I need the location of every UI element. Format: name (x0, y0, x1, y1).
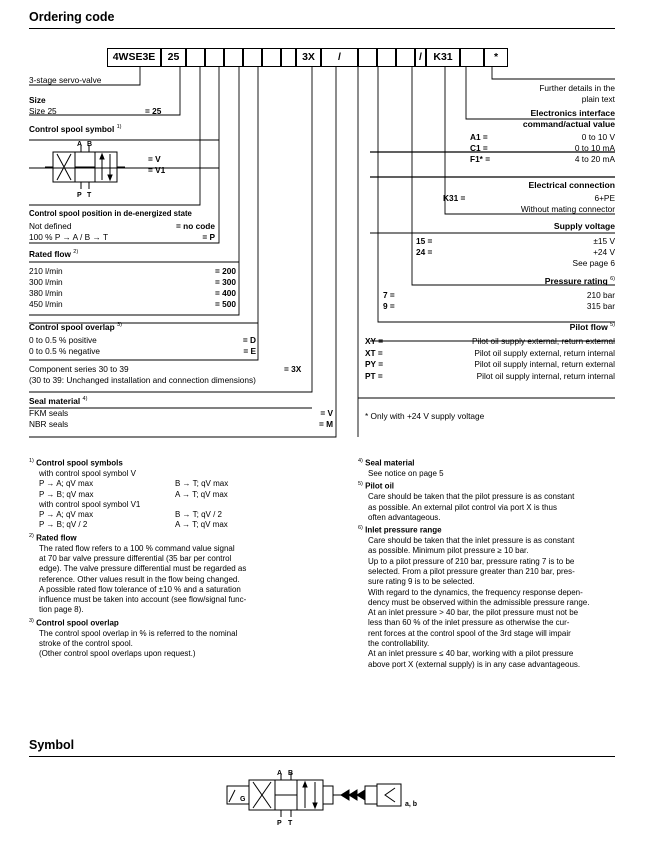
symbol-port-b: B (288, 770, 294, 777)
seal-fn: 4) (82, 396, 88, 403)
fn1-l2: with control spool symbol V1 (39, 499, 141, 509)
flow-rows-code: = 200 (215, 266, 236, 276)
pressure-rows-code: 7 = (383, 290, 395, 300)
overlap-rows-code: = E (243, 346, 256, 356)
fn4-line: See notice on page 5 (368, 468, 444, 478)
spool-symbol-fn: 1) (116, 124, 122, 131)
overlap-fn: 3) (117, 322, 122, 329)
fn4-title: Seal material (365, 458, 415, 468)
electrical-note: Without mating connector (520, 204, 615, 214)
pilot-rows-code: PY = (365, 359, 384, 369)
fn1-row2 (29, 490, 319, 500)
symbol-port-a: A (277, 770, 283, 777)
spool-port-b: B (87, 141, 93, 148)
fn5-heading (358, 479, 618, 492)
fn3-lines (29, 629, 319, 660)
spool-opt-v1: = V1 (148, 165, 166, 175)
pressure-rows-value: 315 bar (586, 301, 615, 311)
fn6-line: Care should be taken that the inlet pressure is as constant (368, 536, 575, 546)
lead-label: 3-stage servo-valve (29, 75, 102, 85)
fn2-line: The rated flow refers to a 100 % command value signal (39, 543, 235, 553)
deen-rows-label: 100 % P → A / B → T (29, 232, 109, 242)
code-cell: / (321, 48, 358, 67)
further-line2: plain text (581, 94, 615, 104)
overlap-title: Control spool overlap (29, 322, 115, 332)
symbol-title: Symbol (29, 738, 75, 752)
pressure-title: Pressure rating (544, 276, 608, 286)
seal-rows-code: = M (318, 419, 333, 429)
size-title: Size (29, 95, 46, 105)
fn2-num: 2) (29, 532, 34, 539)
fn2-lines (29, 544, 319, 616)
seal-rows-label: FKM seals (29, 408, 69, 418)
overlap-rows-label: 0 to 0.5 % positive (29, 335, 97, 345)
further-line1: Further details in the (539, 83, 615, 93)
code-cell: 25 (161, 48, 186, 67)
electronics-title2: command/actual value (522, 119, 615, 129)
fn1-heading (29, 456, 319, 469)
pilot-title: Pilot flow (569, 322, 608, 332)
fn1-row4 (29, 520, 319, 530)
fn1-title: Control spool symbols (36, 458, 123, 468)
rated-flow-fn: 2) (73, 249, 79, 256)
rated-flow-title: Rated flow (29, 249, 71, 259)
fn2-line: A possible rated flow tolerance of ±10 % and a saturation (39, 584, 241, 594)
elec-rows-code: F1* = (470, 154, 491, 164)
fn6-line: the controllability. (368, 639, 430, 649)
pilot-fn: 5) (610, 322, 615, 329)
fn2-heading (29, 531, 319, 544)
elec-rows-value: 0 to 10 V (581, 132, 615, 142)
spool-port-t: T (87, 192, 92, 199)
pilot-rows-value: Pilot oil supply external, return external (472, 336, 615, 346)
code-cell: * (484, 48, 508, 67)
size-code: = 25 (145, 106, 162, 116)
fn5-num: 5) (358, 481, 363, 488)
fn6-line: With regard to the dynamics, the frequency response depen- (368, 587, 583, 597)
fn2-line: tion page 8). (39, 605, 84, 615)
elec-rows-code: A1 = (470, 132, 488, 142)
pilot-heading (570, 322, 615, 332)
fn6-line: dency must be observed within the admissible pressure range. (368, 597, 590, 607)
supply-note: See page 6 (572, 258, 615, 268)
fn1-r3a: P → A; qV max (39, 510, 94, 520)
symbol-port-t: T (288, 820, 293, 827)
code-cell: 3X (296, 48, 321, 67)
fn1-num: 1) (29, 458, 34, 464)
fn2-line: reference. Other values result in the flow being changed. (39, 574, 240, 584)
flow-rows-label: 210 l/min (29, 266, 63, 276)
supply-rows-value: ±15 V (593, 236, 615, 246)
fn4-heading (358, 456, 618, 469)
pilot-rows-code: PT = (365, 370, 383, 381)
series-line2: (30 to 39: Unchanged installation and connection dimensions) (29, 375, 256, 385)
seal-rows-label: NBR seals (29, 419, 69, 429)
fn1-r3b: B → T; qV / 2 (175, 510, 222, 520)
series-line1: Component series 30 to 39 (29, 364, 129, 374)
fn1-l1: with control spool symbol V (39, 468, 136, 478)
spool-opt-v: = V (148, 154, 161, 164)
fn2-title: Rated flow (36, 533, 77, 543)
pilot-rows-code: XY = (365, 336, 384, 346)
fn6-lines (358, 536, 618, 670)
fn6-line: Up to a pilot pressure of 210 bar, pressure rating 7 is to be (368, 556, 575, 566)
fn1-r4a: P → B; qV / 2 (39, 520, 88, 530)
pressure-fn: 6) (610, 276, 615, 283)
fn6-line: less than 60 % of the inlet pressure as otherwise the cur- (368, 618, 570, 628)
spool-symbol-diagram (45, 140, 135, 200)
fn2-line: edge). The valve pressure differential must be regarded as (39, 564, 247, 574)
supply-rows-value: +24 V (593, 247, 615, 257)
valve-symbol (225, 768, 435, 828)
code-cell: K31 (426, 48, 460, 67)
symbol-port-p: P (277, 820, 282, 827)
footnote-1 (29, 456, 319, 660)
fn6-line: as possible. Minimum pilot pressure ≥ 10 bar. (368, 546, 529, 556)
flow-rows-label: 450 l/min (29, 299, 63, 309)
fn5-title: Pilot oil (365, 481, 395, 491)
spool-symbol-title: Control spool symbol (29, 124, 115, 134)
electrical-code: K31 = (443, 193, 466, 203)
size-label: Size 25 (29, 106, 57, 116)
pressure-rows-code: 9 = (383, 301, 395, 311)
deenergized-title: Control spool position in de-energized state (29, 209, 192, 218)
fn1-r1a: P → A; qV max (39, 479, 94, 489)
fn2-line: at 70 bar valve pressure differential (35 bar per control (39, 553, 232, 563)
electrical-title: Electrical connection (528, 180, 615, 190)
fn6-line: above port X (external supply) is in any case advantageous. (368, 659, 581, 669)
flow-rows-code: = 300 (215, 277, 236, 287)
seal-heading (29, 396, 87, 406)
fn4-num: 4) (358, 458, 363, 464)
fn6-heading (358, 523, 618, 536)
fn4-lines (358, 469, 618, 479)
fn1-r1b: B → T; qV max (175, 479, 229, 489)
seal-rows-code: = V (320, 408, 333, 418)
fn1-row3 (29, 510, 319, 520)
pilot-rows-value: Pilot oil supply external, return internal (474, 347, 615, 358)
supply-rows-code: 24 = (416, 247, 433, 257)
elec-rows-value: 0 to 10 mA (574, 143, 615, 153)
fn1-r2a: P → B; qV max (39, 489, 94, 499)
fn2-line: influence must be taken into account (see flow/signal func- (39, 595, 247, 605)
fn5-line: Care should be taken that the pilot pressure is as constant (368, 492, 575, 502)
fn5-line: often advantageous. (368, 512, 441, 522)
flow-rows-label: 380 l/min (29, 288, 63, 298)
deen-rows-code: = P (202, 232, 215, 242)
code-cell: 4WSE3E (107, 48, 161, 67)
page-title: Ordering code (29, 10, 115, 24)
pilot-rows-code: XT = (365, 347, 383, 358)
fn3-line: stroke of the control spool. (39, 639, 133, 649)
series-code: = 3X (284, 364, 302, 374)
pressure-rows-value: 210 bar (586, 290, 615, 300)
footnote-right (358, 456, 618, 670)
pilot-rows-value: Pilot oil supply internal, return internal (476, 370, 615, 381)
fn6-line: At an inlet pressure ≤ 40 bar, working with a pilot pressure (368, 649, 574, 659)
symbol-rule (29, 756, 615, 757)
spool-port-p: P (77, 192, 82, 199)
flow-rows-label: 300 l/min (29, 277, 63, 287)
fn3-heading (29, 616, 319, 629)
fn6-num: 6) (358, 525, 363, 532)
deen-rows-code: = no code (176, 221, 215, 231)
fn3-title: Control spool overlap (36, 618, 119, 628)
flow-rows-code: = 400 (215, 288, 236, 298)
fn1-row1 (29, 479, 319, 489)
overlap-rows-code: = D (242, 335, 256, 345)
overlap-rows-label: 0 to 0.5 % negative (29, 346, 101, 356)
supply-rows-code: 15 = (416, 236, 433, 246)
supply-title: Supply voltage (553, 221, 615, 231)
fn6-title: Inlet pressure range (365, 525, 442, 535)
fn3-line: (Other control spool overlaps upon request.) (39, 649, 196, 659)
fn6-line: sure rating 9 is to be selected. (368, 577, 475, 587)
deen-rows-label: Not defined (29, 221, 72, 231)
pressure-heading (545, 276, 615, 286)
elec-rows-value: 4 to 20 mA (574, 154, 615, 164)
fn6-line: At an inlet pressure > 40 bar, the pilot pressure must not be (368, 608, 579, 618)
fn3-num: 3) (29, 617, 34, 624)
electrical-value: 6+PE (594, 193, 615, 203)
overlap-heading (29, 322, 122, 332)
electronics-title1: Electronics interface (530, 108, 615, 118)
fn1-r2b: A → T; qV max (175, 489, 228, 499)
fn5-lines (358, 492, 618, 523)
spool-symbol-heading (29, 124, 121, 134)
pilot-rows-value: Pilot oil supply internal, return external (474, 359, 615, 369)
spool-port-a: A (77, 141, 83, 148)
elec-rows-code: C1 = (470, 143, 488, 153)
only-note: * Only with +24 V supply voltage (365, 411, 485, 421)
rated-flow-heading (29, 249, 78, 259)
fn1-r4b: A → T; qV max (175, 520, 228, 530)
symbol-ab: a, b (405, 801, 418, 808)
code-cell: / (415, 48, 426, 67)
symbol-g: G (240, 796, 246, 803)
fn6-line: selected. From a pilot pressure greater than 210 bar, pres- (368, 566, 575, 576)
fn6-line: rent forces at the control spool of the 3rd stage will impair (368, 628, 571, 638)
seal-title: Seal material (29, 396, 81, 406)
flow-rows-code: = 500 (215, 299, 236, 309)
fn5-line: as possible. An external pilot control via port X is thus (368, 502, 557, 512)
fn3-line: The control spool overlap in % is referred to the nominal (39, 628, 238, 638)
